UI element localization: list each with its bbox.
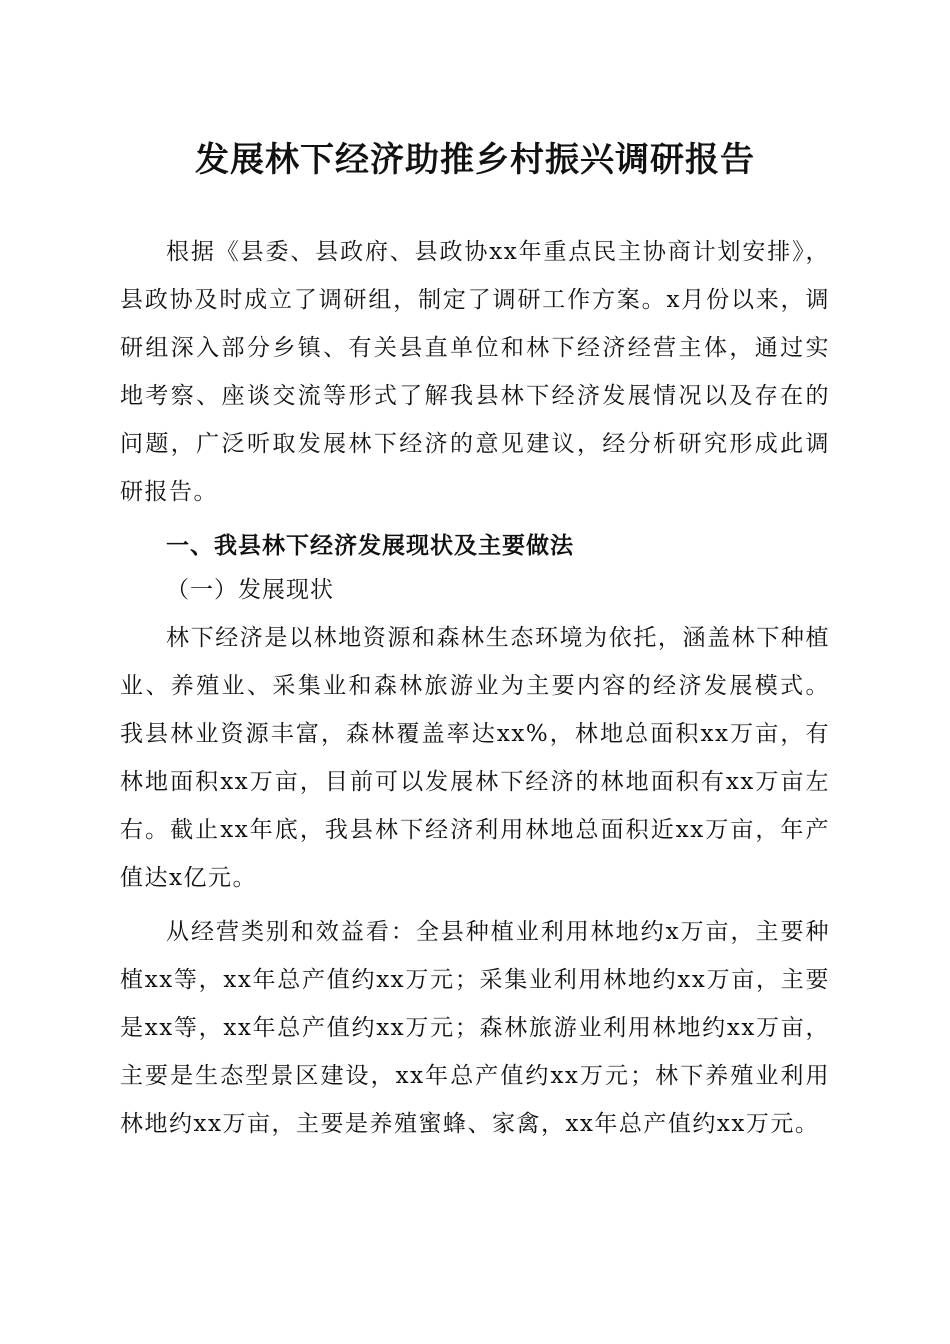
document-title: 发展林下经济助推乡村振兴调研报告 bbox=[195, 140, 755, 180]
section-heading: 一、我县林下经济发展现状及主要做法 bbox=[166, 533, 574, 559]
status-paragraph: 林下经济是以林地资源和森林生态环境为依托，涵盖林下种植业、养殖业、采集业和森林旅游业为主要内容的经济发展模式。我县林业资源丰富，森林覆盖率达xx%，林地总面积xx万亩，有林地面积xx万亩，目前可以发展林下经济的林地面积有xx万亩左右。截止xx年底，我县林下经济利用林地总面积近xx万亩，年产值达x亿元。 bbox=[120, 625, 830, 891]
category-paragraph: 从经营类别和效益看：全县种植业利用林地约x万亩，主要种植xx等，xx年总产值约xx万元；采集业利用林地约xx万亩，主要是xx等，xx年总产值约xx万元；森林旅游业利用林地约xx万亩，主要是生态型景区建设，xx年总产值约xx万元；林下养殖业利用林地约xx万亩，主要是养殖蜜蜂、家禽，xx年总产值约xx万元。 bbox=[120, 919, 830, 1137]
document-page bbox=[120, 130, 830, 1148]
subsection-heading: （一）发展现状 bbox=[166, 577, 334, 603]
intro-paragraph: 根据《县委、县政府、县政协xx年重点民主协商计划安排》，县政协及时成立了调研组，制定了调研工作方案。x月份以来，调研组深入部分乡镇、有关县直单位和林下经济经营主体，通过实地考察、座谈交流等形式了解我县林下经济发展情况以及存在的问题，广泛听取发展林下经济的意见建议，经分析研究形成此调研报告。 bbox=[120, 239, 830, 505]
